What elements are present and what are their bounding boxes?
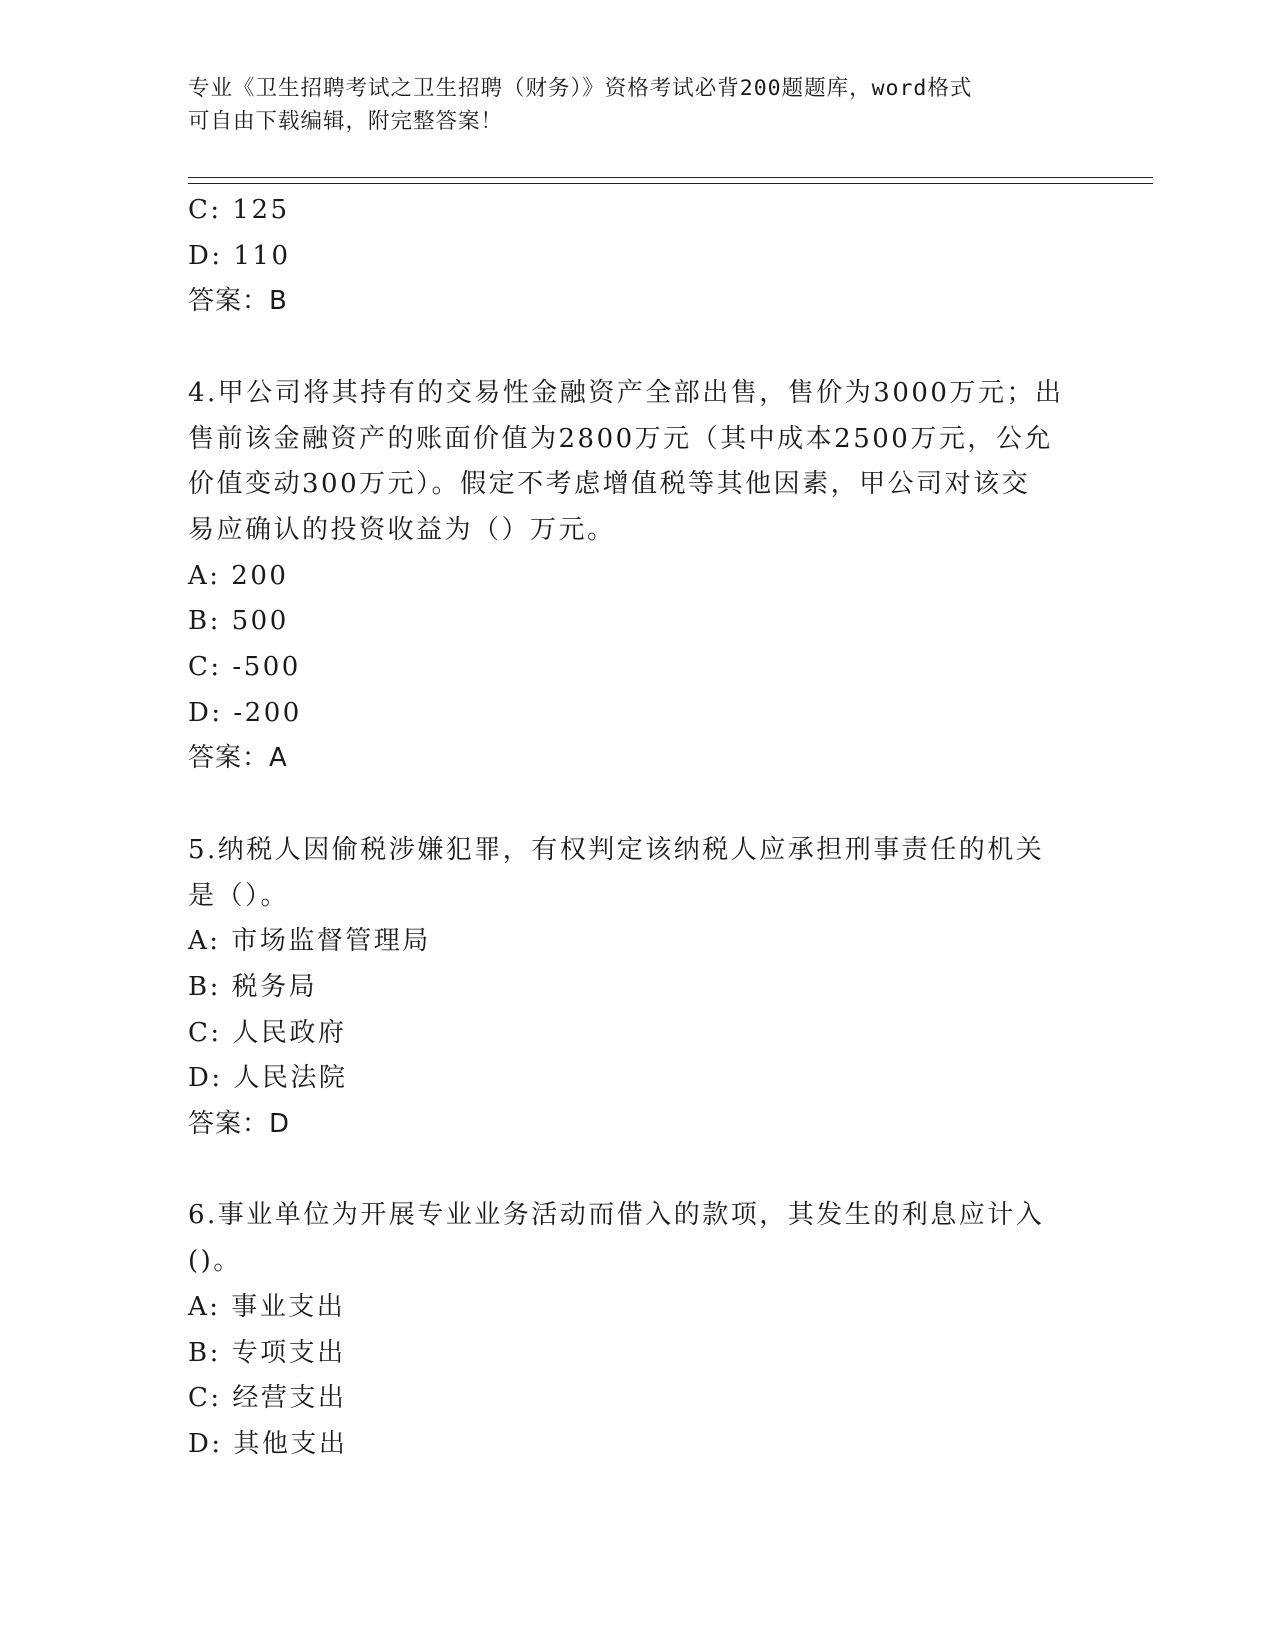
option-b: B: 税务局 xyxy=(188,971,318,1002)
option-c: C: -500 xyxy=(188,652,301,683)
question-6-block xyxy=(188,1193,1088,1467)
question-5-block xyxy=(188,828,1088,1148)
question-list xyxy=(188,188,1088,1468)
question-text-line: 6.事业单位为开展专业业务活动而借入的款项，其发生的利息应计入 xyxy=(188,1200,1045,1231)
question-text-line: 是（）。 xyxy=(188,880,290,911)
spacer xyxy=(188,782,1088,828)
answer-line: 答案：D xyxy=(188,1109,291,1140)
answer-line: 答案：A xyxy=(188,743,288,774)
option-d: D: 其他支出 xyxy=(188,1428,348,1459)
header-title-line-1: 专业《卫生招聘考试之卫生招聘（财务）》资格考试必背200题题库，word格式 xyxy=(188,76,973,101)
answer-line: 答案：B xyxy=(188,286,288,317)
option-c: C: 经营支出 xyxy=(188,1383,347,1414)
document-header xyxy=(188,72,1068,138)
question-text-line: 售前该金融资产的账面价值为2800万元（其中成本2500万元，公允 xyxy=(188,423,1053,454)
prev-question-block xyxy=(188,188,1088,325)
header-divider-bottom xyxy=(188,183,1153,184)
header-divider-top xyxy=(188,177,1153,178)
option-b: B: 专项支出 xyxy=(188,1337,346,1368)
option-d: D: 人民法院 xyxy=(188,1063,348,1094)
option-d: D: 110 xyxy=(188,240,291,271)
option-a: A: 事业支出 xyxy=(188,1291,346,1322)
option-d: D: -200 xyxy=(188,697,302,728)
question-text-line: 4.甲公司将其持有的交易性金融资产全部出售，售价为3000万元；出 xyxy=(188,377,1064,408)
option-b: B: 500 xyxy=(188,606,289,637)
option-a: A: 200 xyxy=(188,560,289,591)
option-a: A: 市场监督管理局 xyxy=(188,926,431,957)
header-title-line-2: 可自由下载编辑，附完整答案！ xyxy=(188,109,504,134)
question-text-line: 易应确认的投资收益为（）万元。 xyxy=(188,514,616,545)
spacer xyxy=(188,1148,1088,1194)
option-c: C: 人民政府 xyxy=(188,1017,347,1048)
question-text-line: 5.纳税人因偷税涉嫌犯罪，有权判定该纳税人应承担刑事责任的机关 xyxy=(188,834,1045,865)
option-c: C: 125 xyxy=(188,195,290,225)
question-4-block xyxy=(188,371,1088,782)
spacer xyxy=(188,325,1088,371)
question-text-line: ()。 xyxy=(188,1246,242,1277)
question-text-line: 价值变动300万元）。假定不考虑增值税等其他因素，甲公司对该交 xyxy=(188,469,1031,500)
